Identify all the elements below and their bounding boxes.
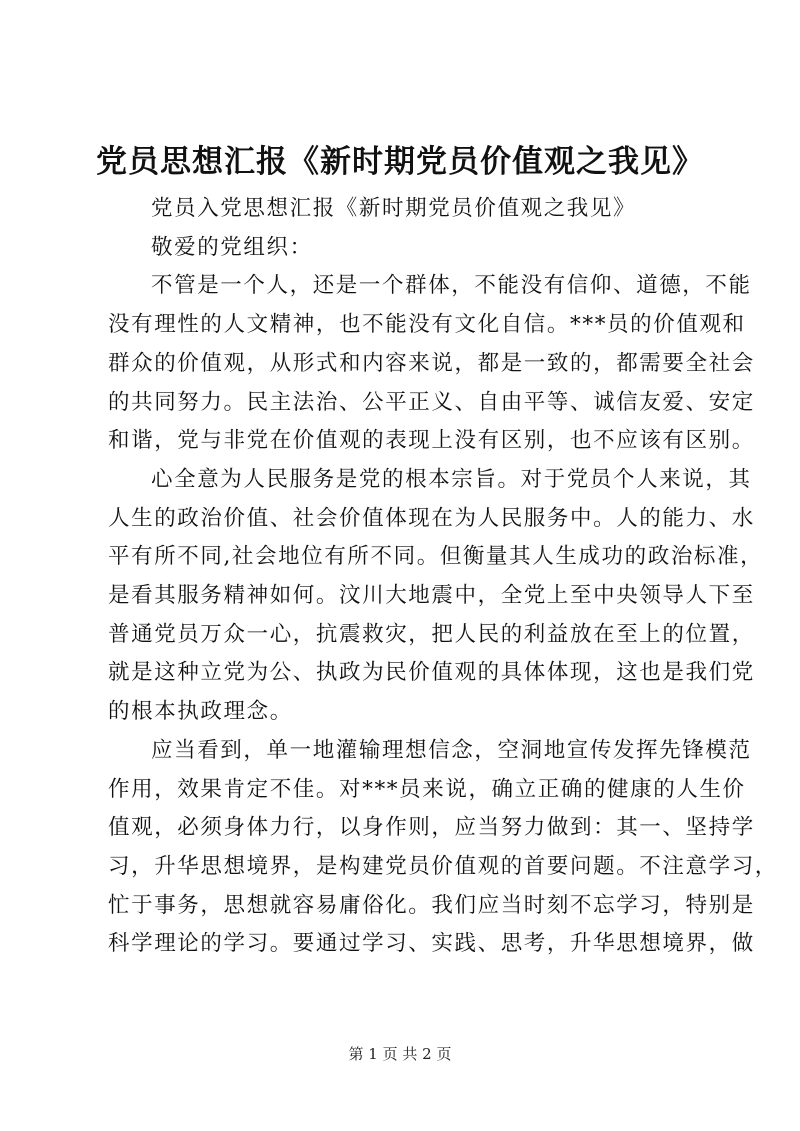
document-body bbox=[108, 190, 778, 964]
paragraph-line: 平有所不同,社会地位有所不同。但衡量其人生成功的政治标准， bbox=[108, 544, 764, 570]
paragraph-line: 习，升华思想境界，是构建党员价值观的首要问题。不注意学习， bbox=[108, 853, 778, 879]
paragraph-line: 的共同努力。民主法治、公平正义、自由平等、诚信友爱、安定 bbox=[108, 389, 755, 415]
paragraph-line: 作用，效果肯定不佳。对***员来说，确立正确的健康的人生价 bbox=[108, 776, 746, 802]
paragraph-line: 应当看到，单一地灌输理想信念，空洞地宣传发挥先锋模范 bbox=[151, 737, 752, 763]
paragraph-line: 值观，必须身体力行，以身作则，应当努力做到：其一、坚持学 bbox=[108, 815, 755, 841]
salutation-paragraph bbox=[108, 229, 708, 268]
paragraph-line: 忙于事务，思想就容易庸俗化。我们应当时刻不忘学习，特别是 bbox=[108, 892, 755, 918]
paragraph-line: 群众的价值观，从形式和内容来说，都是一致的，都需要全社会 bbox=[108, 350, 755, 376]
paragraph-line: 就是这种立党为公、执政为民价值观的具体体现，这也是我们党 bbox=[108, 660, 755, 686]
paragraph-line: 和谐，党与非党在价值观的表现上没有区别，也不应该有区别。 bbox=[108, 428, 755, 454]
body-paragraph bbox=[108, 732, 778, 964]
paragraph-line: 没有理性的人文精神，也不能没有文化自信。***员的价值观和 bbox=[108, 312, 746, 338]
page-footer: 第 1 页 共 2 页 bbox=[348, 1045, 452, 1063]
subtitle-paragraph bbox=[108, 190, 708, 229]
paragraph-line: 的根本执政理念。 bbox=[108, 699, 293, 725]
paragraph-line: 心全意为人民服务是党的根本宗旨。对于党员个人来说，其 bbox=[151, 466, 752, 492]
document-title: 党员思想汇报《新时期党员价值观之我见》 bbox=[96, 144, 704, 180]
body-paragraph bbox=[108, 461, 764, 732]
paragraph-line: 普通党员万众一心，抗震救灾，把人民的利益放在至上的位置， bbox=[108, 621, 755, 647]
paragraph-line: 人生的政治价值、社会价值体现在为人民服务中。人的能力、水 bbox=[108, 505, 755, 531]
body-paragraph bbox=[108, 267, 755, 461]
paragraph-line: 科学理论的学习。要通过学习、实践、思考，升华思想境界，做 bbox=[108, 931, 755, 957]
paragraph-line: 是看其服务精神如何。汶川大地震中，全党上至中央领导人下至 bbox=[108, 583, 755, 609]
paragraph-line: 敬爱的党组织： bbox=[151, 234, 313, 260]
paragraph-line: 不管是一个人，还是一个群体，不能没有信仰、道德，不能 bbox=[151, 273, 752, 299]
paragraph-line: 党员入党思想汇报《新时期党员价值观之我见》 bbox=[151, 196, 637, 221]
